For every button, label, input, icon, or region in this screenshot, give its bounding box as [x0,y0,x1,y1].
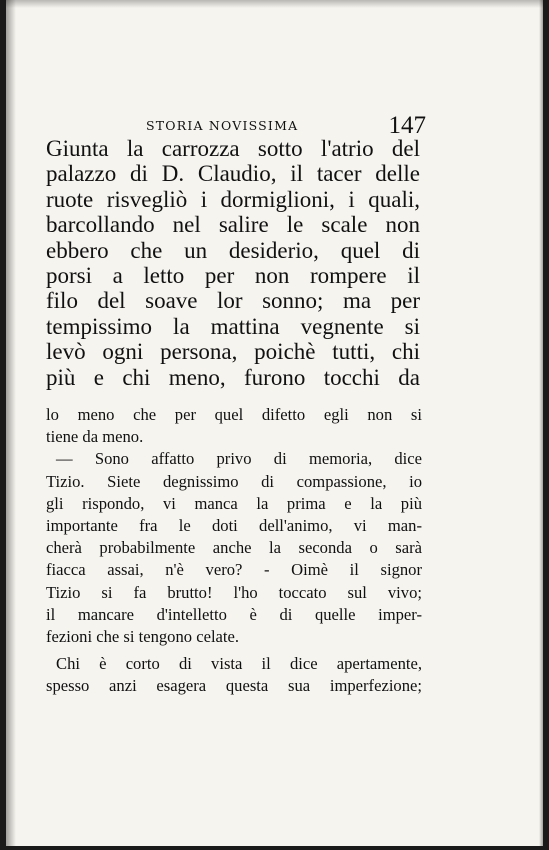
text-line: cherà probabilmente anche la seconda o sarà [46,538,422,558]
text-line: tempissimo la mattina vegnente si [46,313,420,339]
text-line: porsi a letto per non rompere il [46,263,420,289]
text-line: Giunta la carrozza sotto l'atrio del [46,136,420,161]
paragraph-2 [46,448,422,648]
right-edge-shadow [539,0,543,846]
text-line: tiene da meno. [46,427,144,447]
text-line: ebbero che un desiderio, quel di [46,237,420,263]
text-line: filo del soave lor sonno; ma per [46,288,420,314]
text-line: spesso anzi esagera questa sua imperfezione; [46,676,422,696]
text-line: importante fra le doti dell'animo, vi man- [46,516,422,536]
text-line: il mancare d'intelletto è di quelle imper- [46,604,422,624]
text-line: più e chi meno, furono tocchi da [46,364,420,390]
text-line: lo meno che per quel difetto egli non si [46,405,422,424]
text-line: palazzo di D. Claudio, il tacer delle [46,161,420,187]
paragraph-1 [46,404,422,448]
text-line: Chi è corto di vista il dice apertamente, [56,654,422,674]
text-line: fiacca assai, n'è vero? - Oimè il signor [46,560,422,580]
gutter-shadow [6,0,16,846]
page-number: 147 [388,112,426,139]
text-line: barcollando nel salire le scale non [46,212,420,238]
secondary-text-block [46,404,422,698]
text-line: levò ogni persona, poichè tutti, chi [46,339,420,365]
running-title: STORIA NOVISSIMA [146,118,299,133]
text-line: — Sono affatto privo di memoria, dice [56,449,422,469]
text-line: gli rispondo, vi manca la prima e la più [46,493,422,513]
paragraph-3 [46,653,422,697]
top-edge-shadow [6,0,543,8]
text-line: fezioni che si tengono celate. [46,627,240,647]
book-page [6,0,543,846]
text-line: Tizio. Siete degnissimo di compassione, io [46,471,422,491]
text-line: Tizio si fa brutto! l'ho toccato sul vivo; [46,582,422,602]
main-text-block [46,136,420,390]
text-line: ruote risvegliò i dormiglioni, i quali, [46,186,420,212]
